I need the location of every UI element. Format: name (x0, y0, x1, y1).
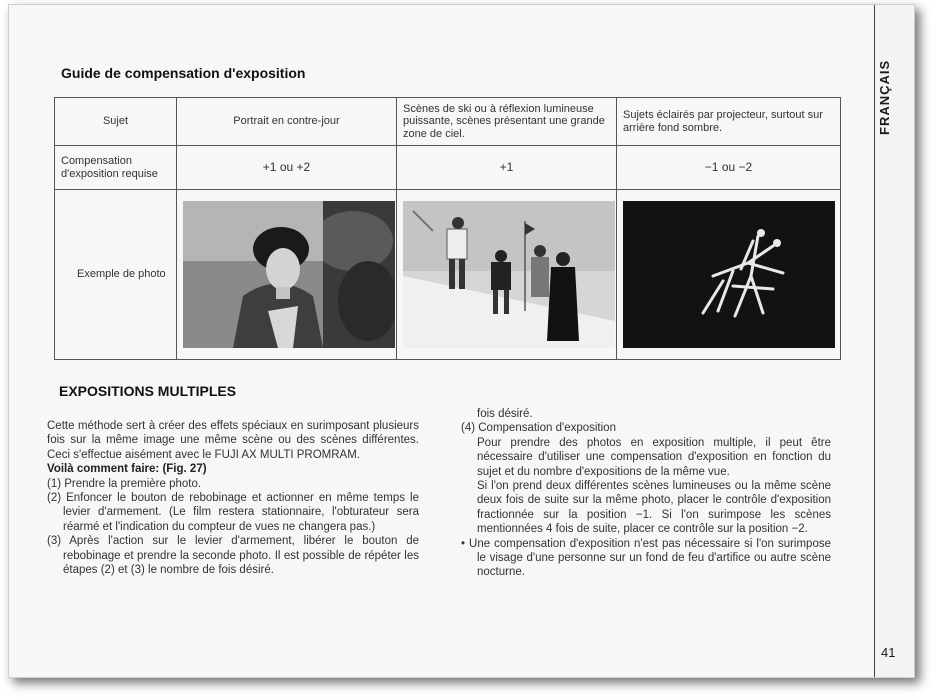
guide-title: Guide de compensation d'exposition (61, 65, 306, 81)
row-header-photo: Exemple de photo (55, 190, 177, 360)
left-column (47, 419, 419, 578)
compensation-cell: −1 ou −2 (617, 146, 841, 190)
step-1: (1) Prendre la première photo. (47, 477, 202, 490)
right-column (461, 407, 831, 580)
row-header-subject: Sujet (55, 98, 177, 146)
exposure-guide-table (54, 97, 841, 360)
page-number: 41 (881, 645, 896, 660)
step-4-title: (4) Compensation d'exposition (461, 422, 616, 435)
portrait-photo (183, 201, 395, 348)
multiple-exposure-heading: EXPOSITIONS MULTIPLES (59, 383, 237, 399)
compensation-cell: +1 ou +2 (177, 146, 397, 190)
compensation-row (55, 146, 841, 190)
dancers-photo (623, 201, 835, 348)
step-4-paragraph-2: Si l'on prend deux différentes scènes lumineuses ou la même scène deux fois de suite sur la même photo, placer le contrôle d'exposition fractionnée sur la position −1. Si l'on surimpose les scènes mentionnées 4 fois de suite, placer ce contrôle sur la position −2. (477, 480, 831, 536)
intro-text: Cette méthode sert à créer des effets spéciaux en surimposant plusieurs fois sur la même image une même scène ou des scènes différentes. Ceci s'effectue aisément avec le FUJI AX MULTI PROMRAM. (47, 420, 419, 461)
row-header-compensation: Compensation d'exposition requise (55, 146, 177, 190)
manual-page (8, 4, 915, 678)
step-3-continued: fois désiré. (477, 408, 533, 420)
step-4-paragraph-1: Pour prendre des photos en exposition multiple, il peut être nécessaire d'utiliser une compensation d'exposition en fonction du sujet et du nombre d'expositions de la même vue. (477, 436, 831, 478)
subject-row (55, 98, 841, 146)
language-label: FRANÇAIS (877, 59, 892, 135)
ski-scene-photo (403, 201, 615, 348)
compensation-cell: +1 (397, 146, 617, 190)
subject-cell: Scènes de ski ou à réflexion lumineuse puissante, scènes présentant une grande zone de ciel. (397, 98, 617, 146)
subject-cell: Portrait en contre-jour (177, 98, 397, 146)
step-2: (2) Enfoncer le bouton de rebobinage et actionner en même temps le levier d'armement. (Le film restera stationnaire, l'obturateur sera réarmé et l'indication du compteur de vues ne changera pas.) (47, 492, 419, 533)
photo-row (55, 190, 841, 360)
note-text: • Une compensation d'exposition n'est pas nécessaire si l'on surimpose le visage d'une personne sur un fond de feu d'artifice ou autre scène nocturne. (461, 537, 831, 579)
howto-label: Voilà comment faire: (Fig. 27) (47, 463, 207, 476)
step-3: (3) Après l'action sur le levier d'armement, libérer le bouton de rebobinage et prendre la seconde photo. Il est possible de répéter les étapes (2) et (3) le nombre de fois désiré. (47, 535, 419, 577)
subject-cell: Sujets éclairés par projecteur, surtout sur arrière fond sombre. (617, 98, 841, 146)
